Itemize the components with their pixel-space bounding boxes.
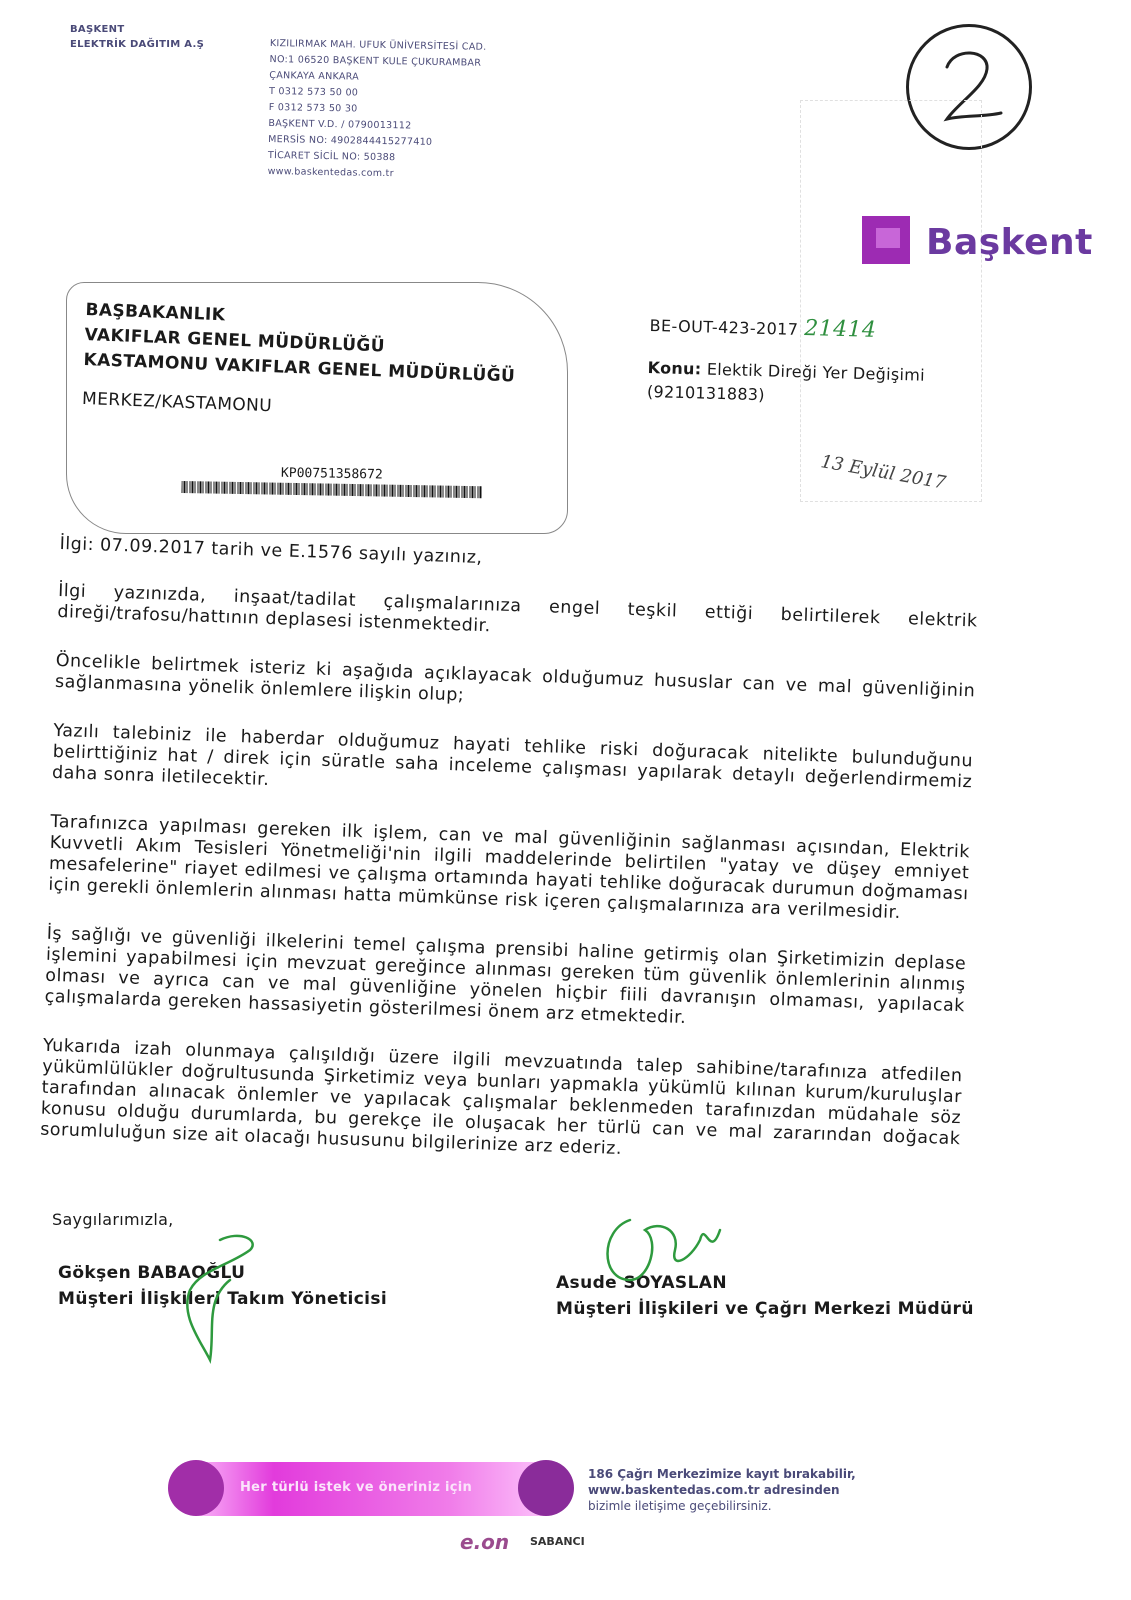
body-paragraph-6: Yukarıda izah olunmaya çalışıldığı üzere ilgili mevzuatında talep sahibine/tarafınıza atfedilen yükümlülükler doğrultusunda Şirketimiz veya bunları yapmakla yükümlü kılınan kurum/kuruluşlar tarafından alınacak önlemler ve yapılacak çalışmalar beklenmeden tarafınızdan müdahale söz konusu olduğu durumlarda, bu gerekçe ile oluşacak her türlü can ve mal zararından doğacak sorumluluğun size ait olacağı hususunu bilgilerinize arz ederiz. — [39, 1035, 963, 1159]
signature-right-icon — [590, 1200, 740, 1300]
sender-website: www.baskentedas.com.tr — [267, 165, 394, 180]
reference-number — [649, 312, 876, 343]
barcode-block — [181, 464, 481, 498]
sender-fax: F 0312 573 50 30 — [268, 101, 358, 115]
signatory-left-name: Gökşen BABAOĞLU — [58, 1263, 246, 1283]
body-paragraph-1: İlgi yazınızda, inşaat/tadilat çalışmalarınıza engel teşkil ettiği belirtilerek elektrik direği/trafosu/hattının deplasesi istenmektedir. — [57, 580, 978, 637]
closing-salutation: Saygılarımızla, — [52, 1210, 174, 1229]
footer-contact-info — [588, 1466, 856, 1514]
sender-tax-number: BAŞKENT V.D. / 0790013112 — [268, 117, 412, 132]
sender-address-line: KIZILIRMAK MAH. UFUK ÜNİVERSİTESİ CAD. — [269, 37, 487, 53]
sender-address — [267, 36, 486, 184]
sabanci-logo: SABANCI — [530, 1535, 585, 1548]
body-paragraph-2: Öncelikle belirtmek isteriz ki aşağıda açıklayacak olduğumuz hususlar can ve mal güvenliğinin sağlanmasına yönelik önlemlere ilişkin olup; — [54, 650, 976, 706]
sender-mersis-number: MERSİS NO: 4902844415277410 — [268, 133, 433, 148]
subject-text: Elektik Direği Yer Değişimi — [706, 359, 926, 385]
sender-address-line: ÇANKAYA ANKARA — [269, 69, 360, 83]
faint-stamp-area — [800, 100, 982, 502]
subject-label: Konu: — [647, 357, 702, 379]
signatory-right-name: Asude SOYASLAN — [556, 1273, 727, 1293]
recipient-city: MERKEZ/KASTAMONU — [81, 388, 273, 417]
globe-icon — [518, 1460, 574, 1516]
sender-name — [70, 22, 204, 52]
baskent-logo-icon — [862, 216, 910, 264]
recipient-line-2: VAKIFLAR GENEL MÜDÜRLÜĞÜ — [84, 324, 386, 357]
sender-name-line-1: BAŞKENT — [70, 24, 125, 35]
speech-bubble-icon — [168, 1460, 224, 1516]
footer-banner-text: Her türlü istek ve öneriniz için — [240, 1480, 473, 1495]
footer-info-line-2: www.baskentedas.com.tr adresinden — [588, 1483, 840, 1497]
footer-info-line-3: bizimle iletişime geçebilirsiniz. — [588, 1499, 772, 1513]
body-paragraph-5: İş sağlığı ve güvenliği ilkelerini temel çalışma prensibi haline getirmiş olan Şirketimizin deplase işlemini yapabilmesi için mevzuat gereğince alınması gereken tüm güvenlik önlemlerinin alınmış olması ve ayrıca can ve mal güvenliğine yönelen hiçbir fiili davranışın olmaması, yapılacak çalışmalarda gereken hassasiyetin gösterilmesi önem arz etmektedir. — [44, 923, 967, 1029]
received-date-stamp: 13 Eylül 2017 — [819, 451, 948, 494]
baskent-logo-text: Başkent — [926, 222, 1093, 263]
sender-trade-registry: TİCARET SİCİL NO: 50388 — [267, 149, 396, 164]
footer-info-line-1: 186 Çağrı Merkezimize kayıt bırakabilir, — [588, 1467, 856, 1481]
sender-phone: T 0312 573 50 00 — [268, 85, 359, 99]
ilgi-line: İlgi: 07.09.2017 tarih ve E.1576 sayılı yazınız, — [59, 534, 483, 569]
signatory-left-title: Müşteri İlişkileri Takım Yöneticisi — [58, 1289, 388, 1309]
reference-handwritten-number: 21414 — [804, 316, 877, 343]
signatory-right-title: Müşteri İlişkileri ve Çağrı Merkezi Müdürü — [556, 1299, 974, 1319]
letter-body — [39, 534, 980, 1199]
body-paragraph-4: Tarafınızca yapılması gereken ilk işlem, can ve mal güvenliğinin sağlanması açısından, Elektrik Kuvvetli Akım Tesisleri Yönetmeliği'nin ilgili maddelerinde belirtilen "yatay ve düşey emniyet mesafelerine" riayet edilmesi ve çalışma ortamında hayati tehlike doğuracak durumun doğmaması için gerekli önlemlerin alınması hatta mümkünse risk içeren çalışmalarınıza ara verilmesidir. — [48, 811, 971, 924]
sender-address-line: NO:1 06520 BAŞKENT KULE ÇUKURAMBAR — [269, 53, 482, 69]
subject-block — [647, 356, 926, 412]
recipient-line-1: BAŞBAKANLIK — [85, 299, 226, 326]
reference-code: BE-OUT-423-2017 — [649, 315, 799, 339]
subject-code: (9210131883) — [646, 381, 766, 405]
recipient-block — [82, 298, 518, 425]
barcode-number: KP00751358672 — [280, 465, 383, 483]
signature-left-icon — [160, 1230, 280, 1370]
eon-logo: e.on — [460, 1530, 510, 1554]
body-paragraph-3: Yazılı talebiniz ile haberdar olduğumuz hayati tehlike riski doğuracak nitelikte bulunduğunu belirttiğiniz hat / direk için süratle saha inceleme çalışması yapılarak detaylı değerlendirmemiz daha sonra iletilecektir. — [51, 720, 974, 793]
sender-name-line-2: ELEKTRİK DAĞITIM A.Ş — [70, 39, 205, 50]
recipient-line-3: KASTAMONU VAKIFLAR GENEL MÜDÜRLÜĞÜ — [83, 349, 516, 387]
